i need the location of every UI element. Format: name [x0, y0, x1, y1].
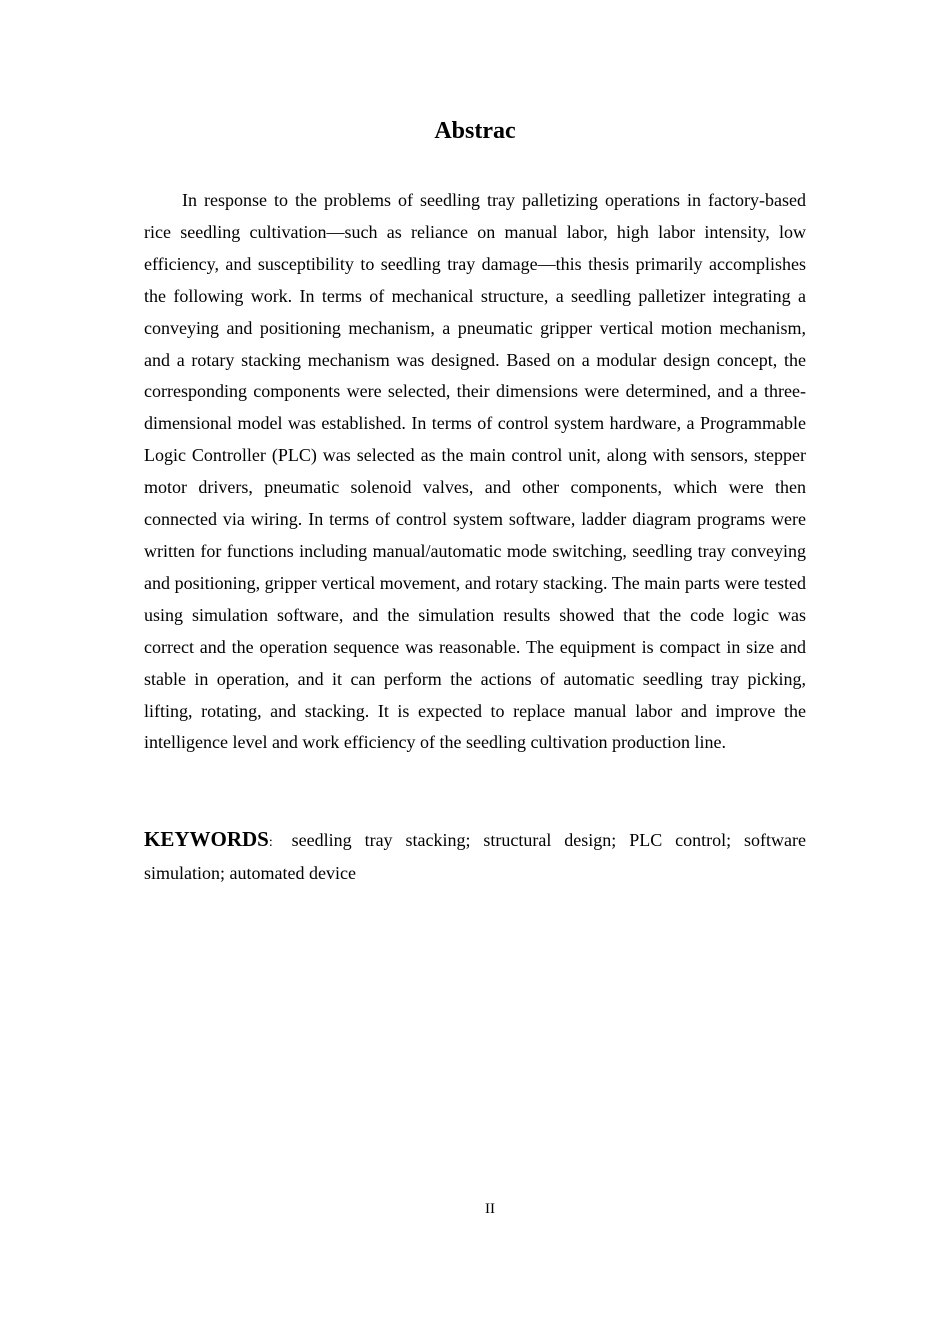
abstract-title: Abstrac	[434, 118, 516, 144]
page-number: II	[485, 1201, 495, 1217]
keywords-label: KEYWORDS	[144, 827, 269, 851]
abstract-paragraph: In response to the problems of seedling tray palletizing operations in factory-based rice seedling cultivation—such as reliance on manual labor, high labor intensity, low efficiency, and susceptibility to seedling tray damage—this thesis primarily accomplishes the following work. In terms of mechanical structure, a seedling palletizer integrating a conveying and positioning mechanism, a pneumatic gripper vertical motion mechanism, and a rotary stacking mechanism was designed. Based on a modular design concept, the corresponding components were selected, their dimensions were determined, and a three-dimensional model was established. In terms of control system hardware, a Programmable Logic Controller (PLC) was selected as the main control unit, along with sensors, stepper motor drivers, pneumatic solenoid valves, and other components, which were then connected via wiring. In terms of control system software, ladder diagram programs were written for functions including manual/automatic mode switching, seedling tray conveying and positioning, gripper vertical movement, and rotary stacking. The main parts were tested using simulation software, and the simulation results showed that the code logic was correct and the operation sequence was reasonable. The equipment is compact in size and stable in operation, and it can perform the actions of automatic seedling tray picking, lifting, rotating, and stacking. It is expected to replace manual labor and improve the intelligence level and work efficiency of the seedling cultivation production line.	[144, 190, 806, 753]
keywords-text: seedling tray stacking; structural design; PLC control; software simulation; automated device	[144, 830, 806, 883]
keywords-line	[144, 824, 806, 888]
keywords-colon: :	[268, 835, 273, 850]
